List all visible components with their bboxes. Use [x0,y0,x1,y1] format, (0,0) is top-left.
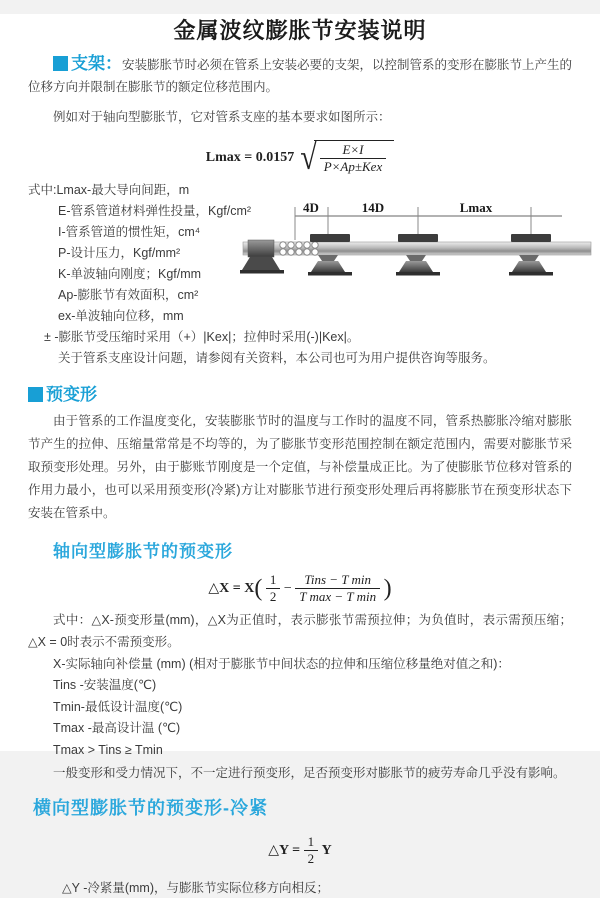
temp-fraction-numerator: Tins − T min [304,571,372,587]
open-paren: ( [254,574,263,601]
definition-term: ex-单波轴向位移，mm [58,308,184,323]
definition-term: 式中:Lmax-最大导向间距，m [28,182,190,197]
dimension-label-lmax: Lmax [459,199,493,215]
dimension-label-4d: 4D [303,199,319,215]
anchor-saddle [242,257,280,270]
general-note-paragraph: 一般变形和受力情况下，不一定进行预变形，足否预变形对膨胀节的疲劳寿命几乎没有影响。 [53,766,566,780]
tmax-line: Tmax -最高设计温 (℃) [53,721,181,735]
lateral-preform-heading: 横向型膨胀节的预变形-冷紧 [33,798,268,818]
tins-line: Tins -安装温度(℃) [53,678,157,692]
delta-y-definition-line: △Y -冷紧量(mm)，与膨胀节实际位移方向相反； [62,880,330,895]
dimension-label-14d: 14D [361,199,385,215]
axial-preform-heading: 轴向型膨胀节的预变形 [53,541,233,561]
delta-y-lhs: △Y = [268,842,301,858]
temp-inequality-line: Tmax > Tins ≥ Tmin [53,742,163,757]
radical-sign: √ [300,137,317,177]
shizhong-paragraph: 式中：△X-预变形量(mm)，△X为正值时，表示膨张节需预拉伸；为负值时，表示需预压缩；△X = 0时表示不需预变形。 [28,613,572,649]
half-denominator: 2 [266,588,281,605]
pipe [243,242,591,255]
section-square-icon [28,387,43,402]
tmin-line: Tmin-最低设计温度(℃) [53,699,183,714]
half-numerator: 1 [307,834,315,849]
preform-section-heading-row [28,385,572,406]
definition-term: E-管系管道材料弹性投量，Kgf/cm² [58,203,252,218]
delta-y-formula [0,834,600,868]
delta-x-formula [0,572,600,606]
lmax-formula-denominator: P×Ap±Kex [320,158,387,175]
anchor-base [240,270,284,274]
half-denominator: 2 [304,850,319,867]
definition-term: I-管系管道的惯性矩，cm⁴ [58,224,201,239]
preform-section-heading: 预变形 [46,384,97,404]
document-page [0,14,600,895]
minus-sign: − [283,580,292,596]
half-numerator: 1 [269,571,277,587]
pipe-diagram-svg [238,200,596,292]
definition-term: P-设计压力，Kgf/mm² [58,245,181,260]
temp-fraction-denominator: T max − T min [295,588,380,605]
support-paragraph-2: 例如对于轴向型膨胀节，它对管系支座的基本要求如图所示： [53,110,391,124]
temperature-definitions [53,675,572,761]
page-title: 金属波纹膨胀节安装说明 [173,18,427,43]
section-square-icon [53,56,68,71]
preform-paragraph: 由于管系的工作温度变化，安装膨胀节时的温度与工作时的温度不同，管系热膨胀冷缩对膨胀节产生的拉伸、压缩量常常是不均等的，为了膨胀节变形范围控制在额定范围内，需要对膨胀节采取预变形处理。另外，由于膨账节刚度是一个定值，与补偿量成正比。为了使膨胀节位移对管系的作用力最小，也可以采用预变形(冷紧)方让对膨胀节进行预变形处理后再将膨胀节在预变形状态下安装在管系中。 [28,413,572,520]
lmax-formula-numerator: E×I [342,142,364,157]
delta-x-lhs: △X = X [208,580,255,596]
delta-y-rhs: Y [321,842,332,858]
definition-term: Ap-膨胀节有效面积，cm² [58,287,199,302]
definitions-region [28,180,600,369]
support-paragraph [28,53,572,98]
lmax-formula-lhs: Lmax = 0.0157 [205,149,295,165]
close-paren: ) [383,574,392,601]
definition-term: 关于管系支座设计问题，请参阅有关资料，本公司也可为用户提供咨询等服务。 [58,350,496,365]
support-section-heading: 支架： [71,54,122,73]
x-definition-line: X-实际轴向补偿量 (mm) (相对于膨胀节中间状态的拉伸和压缩位移量绝对值之和)： [53,657,510,671]
definition-term: K-单波轴向刚度；Kgf/mm [58,266,202,281]
definition-term: ± -膨胀节受压缩时采用（+）|Kex|；拉伸时采用(-)|Kex|。 [44,329,360,344]
anchor-block [248,240,274,257]
pipe-support-diagram [238,200,596,292]
support-para1-text: 安装膨胀节时必须在管系上安装必要的支架，以控制管系的变形在膨胀节上产生的位移方向并限制在膨胀节的额定位移范围内。 [28,58,573,94]
lmax-formula [0,137,600,177]
